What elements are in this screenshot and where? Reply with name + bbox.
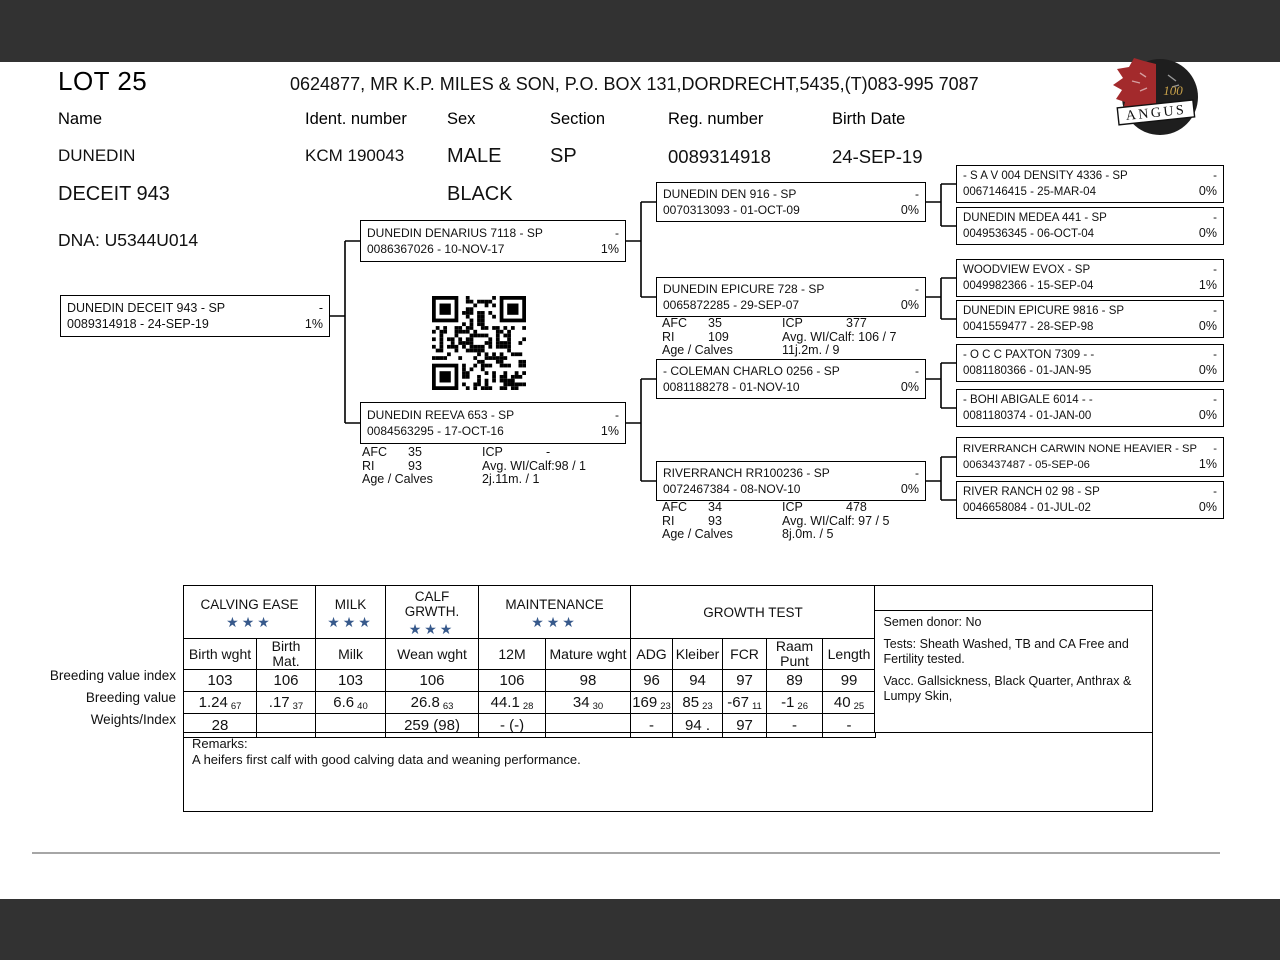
value-reg: 0089314918 — [668, 146, 771, 167]
pedigree-box-dam: DUNEDIN REEVA 653 - SP - 0084563295 - 17-OCT-16 1% — [360, 402, 626, 444]
value-name2: DECEIT 943 — [58, 183, 170, 205]
remarks-text: A heifers first calf with good calving data and weaning performance. — [192, 751, 581, 767]
pedigree-box-g3-4: RIVERRANCH RR100236 - SP - 0072467384 - 08-NOV-10 0% — [656, 461, 926, 501]
dam-stats: AFC 35 ICP - RI 93 Avg. WI/Calf:98 / 1 Age / Calves 2j.11m. / 1 — [362, 445, 586, 486]
lot-number: LOT 25 — [58, 66, 148, 96]
breeding-value-index-row: 103 106 103 106 106 98 96 94 97 89 99 — [184, 670, 876, 692]
bottom-bar — [0, 899, 1280, 960]
pedigree-box-subject: DUNEDIN DECEIT 943 - SP - 0089314918 - 24-SEP-19 1% — [60, 295, 330, 337]
top-bar — [0, 0, 1280, 62]
col-birth-mat: Birth Mat. — [257, 639, 316, 670]
pedigree-box-g4-1: - S A V 004 DENSITY 4336 - SP - 0067146415 - 25-MAR-04 0% — [956, 165, 1224, 203]
g3-2-stats: AFC 35 ICP 377 RI 109 Avg. WI/Calf: 106 / 7 Age / Calves 11j.2m. / 9 — [662, 316, 897, 357]
col-adg: ADG — [631, 639, 673, 670]
col-12m: 12M — [479, 639, 546, 670]
stars-calf-growth: ★★★ — [408, 621, 456, 637]
group-milk: MILK ★★★ — [316, 586, 386, 639]
col-mature-wght: Mature wght — [546, 639, 631, 670]
pedigree-box-g3-2: DUNEDIN EPICURE 728 - SP - 0065872285 - 29-SEP-07 0% — [656, 277, 926, 317]
value-color: BLACK — [447, 183, 513, 205]
info-panel-top-cell — [875, 586, 1153, 611]
value-name: DUNEDIN — [58, 146, 136, 165]
col-birth-wght: Birth wght — [184, 639, 257, 670]
label-reg: Reg. number — [668, 110, 764, 128]
weights-index-row: 28 259 (98) - (-) - 94 . 97 - - — [184, 714, 876, 738]
label-name: Name — [58, 110, 103, 128]
qr-code — [432, 296, 526, 390]
row-label-weights: Weights/Index — [90, 712, 176, 727]
group-calving-ease: CALVING EASE ★★★ — [184, 586, 316, 639]
col-milk: Milk — [316, 639, 386, 670]
pedigree-box-g4-2: DUNEDIN MEDEA 441 - SP - 0049536345 - 06-OCT-04 0% — [956, 207, 1224, 245]
logo-brand: ANGUS — [1125, 102, 1188, 125]
label-section: Section — [550, 110, 606, 128]
stars-maintenance: ★★★ — [531, 613, 578, 630]
info-panel — [874, 585, 1154, 733]
logo-years: 100 — [1163, 83, 1183, 98]
owner-line: 0624877, MR K.P. MILES & SON, P.O. BOX 131,DORDRECHT,5435,(T)083-995 7087 — [290, 74, 979, 94]
pedigree-box-g4-3: WOODVIEW EVOX - SP - 0049982366 - 15-SEP-04 1% — [956, 259, 1224, 297]
value-section: SP — [550, 145, 577, 167]
col-wean-wght: Wean wght — [386, 639, 479, 670]
tests-text: Tests: Sheath Washed, TB and CA Free and Fertility tested. — [883, 637, 1129, 666]
remarks-label: Remarks: — [192, 735, 248, 751]
label-ident: Ident. number — [305, 110, 407, 128]
angus-logo-graphic — [1110, 57, 1200, 141]
breeding-value-table — [183, 585, 876, 738]
semen-donor-text: Semen donor: No — [883, 615, 982, 629]
pedigree-box-g4-5: - O C C PAXTON 7309 - - - 0081180366 - 01-JAN-95 0% — [956, 344, 1224, 382]
dna-number: DNA: U5344U014 — [58, 230, 199, 250]
col-kleiber: Kleiber — [673, 639, 723, 670]
pedigree-box-g4-8: RIVER RANCH 02 98 - SP - 0046658084 - 01-JUL-02 0% — [956, 481, 1224, 519]
pedigree-box-sire: DUNEDIN DENARIUS 7118 - SP - 0086367026 - 10-NOV-17 1% — [360, 220, 626, 262]
g3-4-stats: AFC 34 ICP 478 RI 93 Avg. WI/Calf: 97 / 5 Age / Calves 8j.0m. / 5 — [662, 500, 890, 541]
angus-logo — [1110, 57, 1200, 141]
pedigree-box-g3-1: DUNEDIN DEN 916 - SP - 0070313093 - 01-OCT-09 0% — [656, 182, 926, 222]
label-birth: Birth Date — [832, 110, 906, 128]
pedigree-box-g4-4: DUNEDIN EPICURE 9816 - SP - 0041559477 - 28-SEP-98 0% — [956, 300, 1224, 338]
value-birth: 24-SEP-19 — [832, 146, 923, 167]
col-raam-punt: Raam Punt — [767, 639, 823, 670]
col-fcr: FCR — [723, 639, 767, 670]
row-label-index: Breeding value index — [49, 668, 176, 683]
group-calf-growth: CALF GRWTH. ★★★ — [386, 586, 479, 639]
row-label-value: Breeding value — [85, 690, 176, 705]
value-ident: KCM 190043 — [305, 146, 405, 165]
pedigree-box-g3-3: - COLEMAN CHARLO 0256 - SP - 0081188278 - 01-NOV-10 0% — [656, 359, 926, 399]
footer-rule — [32, 852, 1220, 854]
breeding-value-section — [49, 585, 1153, 812]
breeding-value-row: 1.24 67 .17 37 6.6 40 26.8 63 44.1 28 34 30 169 23 85 23 -67 11 -1 26 40 25 — [184, 692, 876, 714]
label-sex: Sex — [447, 110, 476, 128]
col-length: Length — [823, 639, 876, 670]
stars-milk: ★★★ — [327, 613, 374, 630]
group-maintenance: MAINTENANCE ★★★ — [479, 586, 631, 639]
group-growth-test: GROWTH TEST — [631, 586, 876, 639]
stars-calving-ease: ★★★ — [226, 613, 273, 630]
value-sex: MALE — [447, 145, 502, 167]
remarks-box — [183, 732, 1153, 813]
vaccinations-text: Vacc. Gallsickness, Black Quarter, Anthrax & Lumpy Skin, — [883, 674, 1132, 703]
pedigree-box-g4-6: - BOHI ABIGALE 6014 - - - 0081180374 - 01-JAN-00 0% — [956, 389, 1224, 427]
pedigree-box-g4-7: RIVERRANCH CARWIN NONE HEAVIER - SP - 0063437487 - 05-SEP-06 1% — [956, 437, 1224, 477]
